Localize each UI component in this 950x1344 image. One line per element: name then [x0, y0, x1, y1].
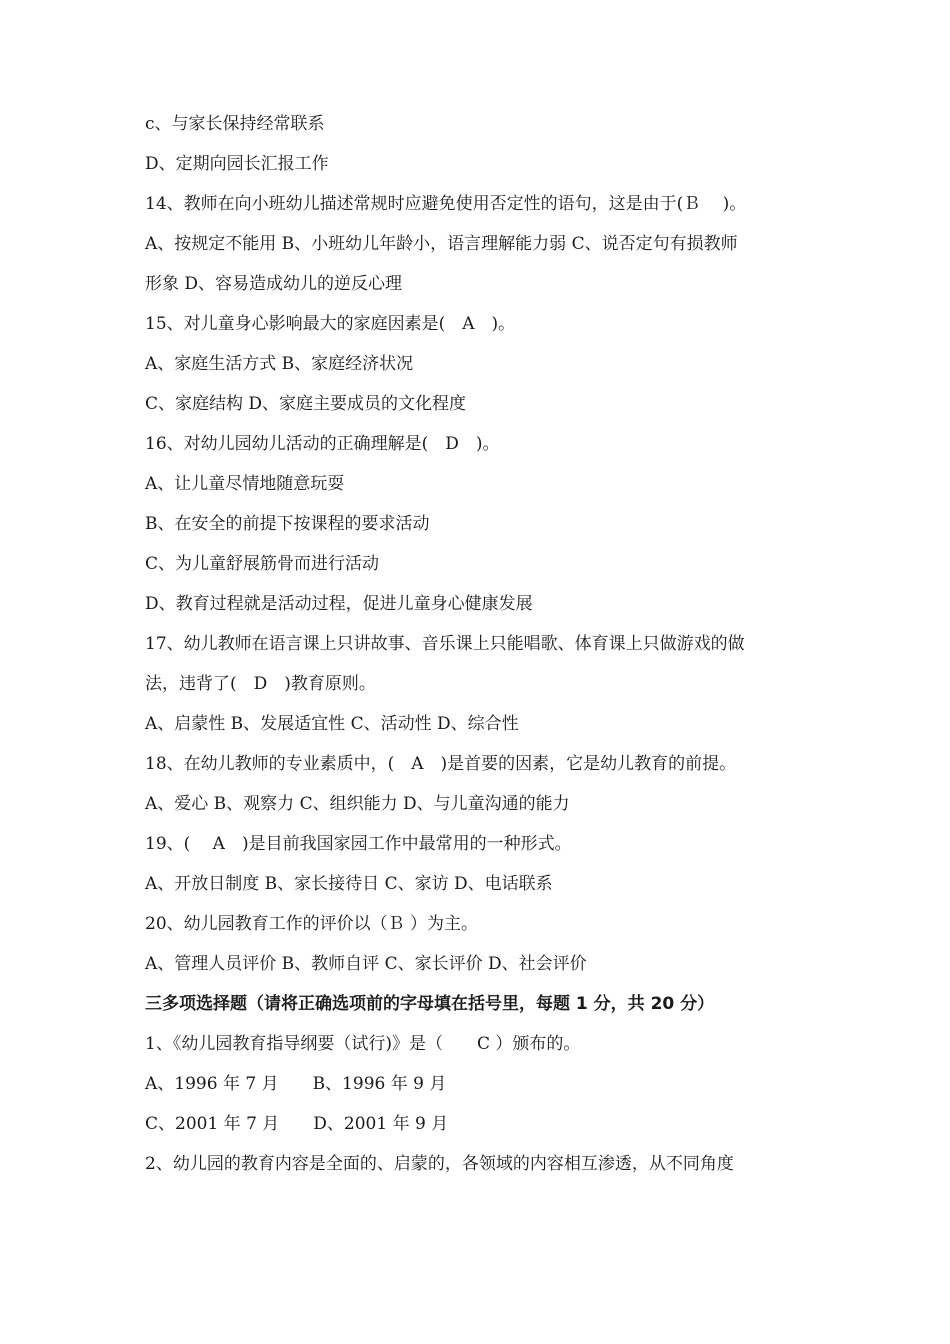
question-19: 19、( A )是目前我国家园工作中最常用的一种形式。 [145, 834, 572, 854]
text-line: A、爱心 B、观察力 C、组织能力 D、与儿童沟通的能力 [145, 794, 570, 814]
text-line: c、与家长保持经常联系 [145, 114, 325, 134]
question-1: 1、《幼儿园教育指导纲要（试行)》是（ C ）颁布的。 [145, 1034, 581, 1054]
document-page [145, 104, 825, 1184]
text-line: A、开放日制度 B、家长接待日 C、家访 D、电话联系 [145, 874, 553, 894]
question-14: 14、教师在向小班幼儿描述常规时应避免使用否定性的语句，这是由于(Ｂ )。 [145, 194, 747, 214]
text-line: C、为儿童舒展筋骨而进行活动 [145, 554, 380, 574]
text-line: B、在安全的前提下按课程的要求活动 [145, 514, 430, 534]
text-line: A、让儿童尽情地随意玩耍 [145, 474, 345, 494]
question-20: 20、幼儿园教育工作的评价以（Ｂ ）为主。 [145, 914, 479, 934]
text-line: A、按规定不能用 B、小班幼儿年龄小，语言理解能力弱 C、说否定句有损教师 [145, 234, 738, 254]
question-2: 2、幼儿园的教育内容是全面的、启蒙的，各领域的内容相互渗透，从不同角度 [145, 1154, 734, 1174]
section-heading: 三多项选择题（请将正确选项前的字母填在括号里，每题 1 分，共 20 分） [145, 994, 715, 1014]
question-17: 17、幼儿教师在语言课上只讲故事、音乐课上只能唱歌、体育课上只做游戏的做 [145, 634, 745, 654]
text-line: A、管理人员评价 B、教师自评 C、家长评价 D、社会评价 [145, 954, 587, 974]
text-line: A、启蒙性 B、发展适宜性 C、活动性 D、综合性 [145, 714, 519, 734]
text-line: 法，违背了( D )教育原则。 [145, 674, 376, 694]
question-18: 18、在幼儿教师的专业素质中，( A )是首要的因素，它是幼儿教育的前提。 [145, 754, 737, 774]
text-line: D、定期向园长汇报工作 [145, 154, 329, 174]
text-line: 形象 D、容易造成幼儿的逆反心理 [145, 274, 403, 294]
text-line: D、教育过程就是活动过程，促进儿童身心健康发展 [145, 594, 533, 614]
text-line: C、2001 年 7 月 D、2001 年 9 月 [145, 1114, 449, 1134]
text-line: C、家庭结构 D、家庭主要成员的文化程度 [145, 394, 467, 414]
text-line: A、家庭生活方式 B、家庭经济状况 [145, 354, 414, 374]
text-line: A、1996 年 7 月 B、1996 年 9 月 [145, 1074, 447, 1094]
question-16: 16、对幼儿园幼儿活动的正确理解是( D )。 [145, 434, 500, 454]
question-15: 15、对儿童身心影响最大的家庭因素是( A )。 [145, 314, 516, 334]
